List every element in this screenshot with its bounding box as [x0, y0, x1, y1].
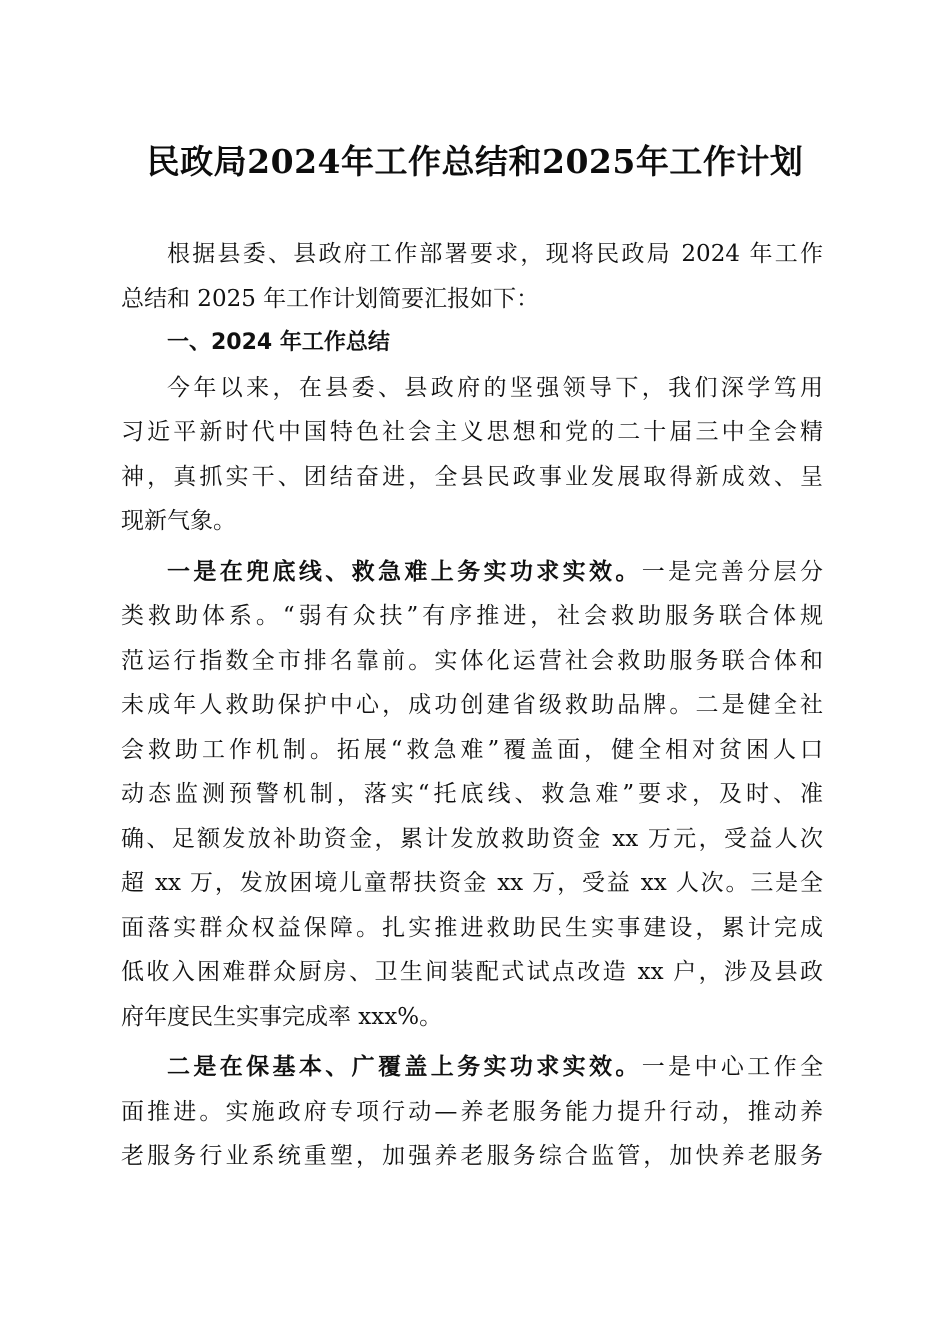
part-one-first-line [121, 550, 823, 595]
part-two-lead: 二是在保基本、广覆盖上务实功求实效。 [167, 1053, 642, 1080]
part-one-line: 确、足额发放补助资金，累计发放救助资金 xx 万元，受益人次 [121, 825, 823, 852]
intro-line: 根据县委、县政府工作部署要求，现将民政局 2024 年工作 [167, 241, 823, 267]
part-one-first-line-rest: 一是完善分层分 [641, 558, 823, 585]
intro-line: 总结和 2025 年工作计划简要汇报如下： [121, 285, 540, 312]
part-one-line: 超 xx 万，发放困境儿童帮扶资金 xx 万，受益 xx 人次。三是全 [121, 870, 823, 896]
section-heading: 一、2024 年工作总结 [167, 330, 390, 355]
part-one-line: 低收入困难群众厨房、卫生间装配式试点改造 xx 户，涉及县政 [121, 959, 823, 985]
part-one-line: 面落实群众权益保障。扎实推进救助民生实事建设，累计完成 [121, 914, 823, 941]
part-two-first-line-rest: 一是中心工作全 [641, 1054, 823, 1080]
part-two-line: 面推进。实施政府专项行动—养老服务能力提升行动，推动养 [121, 1098, 823, 1125]
overview-line: 现新气象。 [121, 508, 236, 534]
part-one-lead: 一是在兜底线、救急难上务实功求实效。 [167, 557, 642, 585]
part-two-first-line [121, 1045, 823, 1090]
part-one-line: 动态监测预警机制，落实“托底线、救急难”要求，及时、准 [121, 781, 823, 807]
part-one-line: 未成年人救助保护中心，成功创建省级救助品牌。二是健全社 [121, 692, 823, 718]
part-one-line: 府年度民生实事完成率 xxx%。 [121, 1003, 443, 1030]
part-one-line: 会救助工作机制。拓展“救急难”覆盖面，健全相对贫困人口 [121, 736, 823, 763]
overview-line: 习近平新时代中国特色社会主义思想和党的二十届三中全会精 [121, 419, 823, 445]
overview-line: 神，真抓实干、团结奋进，全县民政事业发展取得新成效、呈 [121, 463, 823, 490]
part-one-line: 类救助体系。“弱有众扶”有序推进，社会救助服务联合体规 [121, 603, 823, 629]
document-body [121, 232, 823, 1179]
document-title: 民政局2024年工作总结和2025年工作计划 [146, 142, 804, 181]
part-two-line: 老服务行业系统重塑，加强养老服务综合监管，加快养老服务 [121, 1143, 823, 1169]
part-one-line: 范运行指数全市排名靠前。实体化运营社会救助服务联合体和 [121, 647, 823, 674]
overview-line: 今年以来，在县委、县政府的坚强领导下，我们深学笃用 [167, 374, 823, 401]
